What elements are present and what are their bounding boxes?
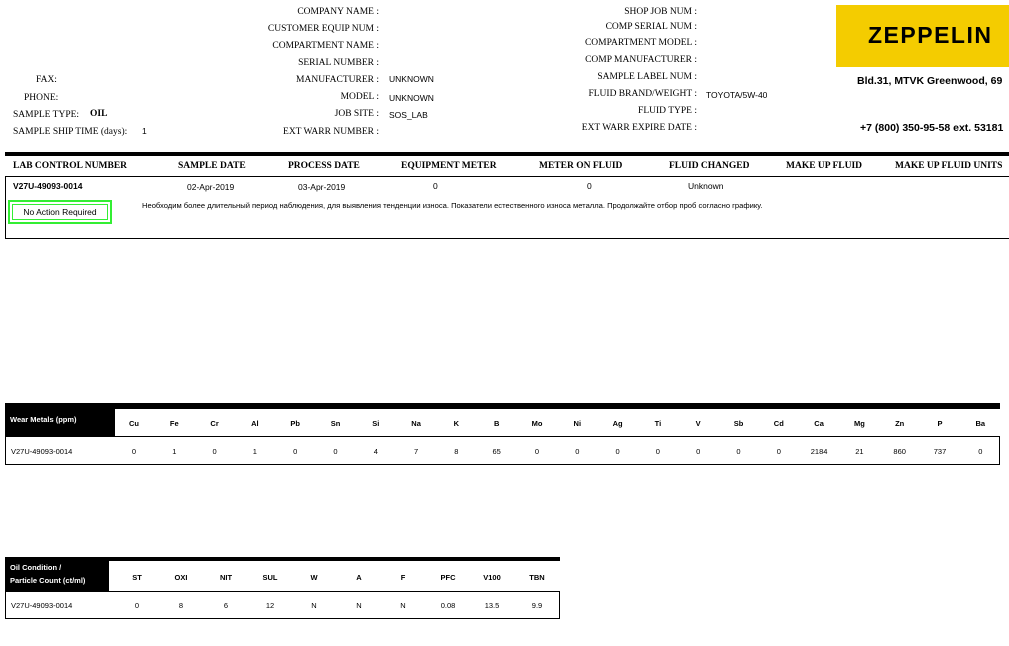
fax-label: FAX: — [36, 75, 57, 85]
company-logo — [836, 5, 1009, 67]
wear-metal-value-b: 65 — [492, 447, 501, 456]
wear-metal-value-si: 4 — [373, 447, 378, 456]
wear-metal-value-pb: 0 — [293, 447, 298, 456]
wear-metal-header-cd: Cd — [773, 419, 784, 428]
job-site-value: SOS_LAB — [389, 110, 428, 120]
col-fluid-changed: FLUID CHANGED — [669, 161, 750, 171]
wear-metal-header-ca: Ca — [814, 419, 824, 428]
wear-metal-header-sb: Sb — [733, 419, 744, 428]
oil-condition-header-oxi: OXI — [174, 573, 188, 582]
ext-warr-number-label: EXT WARR NUMBER : — [283, 127, 379, 137]
wear-metal-value-sn: 0 — [333, 447, 338, 456]
sample-date-value: 02-Apr-2019 — [187, 182, 235, 192]
comp-manufacturer-label: COMP MANUFACTURER : — [585, 55, 697, 65]
wear-metal-header-mo: Mo — [531, 419, 543, 428]
oil-condition-right-border — [559, 591, 560, 619]
process-date-value: 03-Apr-2019 — [298, 182, 346, 192]
wear-metal-value-mo: 0 — [534, 447, 540, 456]
wear-metal-header-b: B — [493, 419, 500, 428]
shop-job-num-label: SHOP JOB NUM : — [624, 7, 697, 17]
wear-metal-value-ag: 0 — [615, 447, 620, 456]
meter-on-fluid-value: 0 — [587, 181, 592, 191]
wear-metal-value-ni: 0 — [575, 447, 580, 456]
oil-condition-title-line2: Particle Count (ct/ml) — [10, 576, 86, 585]
wear-metals-left-border — [5, 436, 6, 465]
equipment-meter-value: 0 — [433, 181, 438, 191]
col-meter-on-fluid: METER ON FLUID — [539, 161, 623, 171]
wear-metal-value-sb: 0 — [736, 447, 741, 456]
wear-metals-bottom-border — [5, 464, 1000, 465]
wear-metal-header-al: Al — [251, 419, 259, 428]
ext-warr-expire-date-label: EXT WARR EXPIRE DATE : — [581, 123, 697, 133]
oil-condition-table — [5, 557, 560, 619]
evaluation-comment: Необходим более длительный период наблюдения, для выявления тенденции износа. Показатели естественного износа металла. Продолжайте отбор проб согласно графику. — [142, 201, 763, 210]
wear-metals-table — [5, 403, 1000, 465]
oil-condition-title-line1: Oil Condition / — [10, 563, 62, 572]
fluid-brand-weight-label: FLUID BRAND/WEIGHT : — [588, 89, 697, 99]
wear-metal-header-mg: Mg — [853, 419, 865, 428]
wear-metal-value-fe: 1 — [172, 447, 177, 456]
wear-metal-header-na: Na — [411, 419, 421, 428]
oil-condition-header-underline — [5, 591, 560, 592]
oil-condition-value-w: N — [311, 601, 317, 610]
ship-time-label-text: SAMPLE SHIP TIME — [13, 127, 99, 137]
wear-metal-header-sn: Sn — [330, 419, 341, 428]
wear-metal-header-ba: Ba — [975, 419, 986, 428]
fluid-brand-value: TOYOTA/5W-40 — [706, 90, 768, 100]
oil-condition-header-sul: SUL — [262, 573, 278, 582]
col-equipment-meter: EQUIPMENT METER — [401, 161, 497, 171]
oil-condition-header-tbn: TBN — [529, 573, 545, 582]
wear-metal-header-v: V — [695, 419, 701, 428]
oil-condition-value-nit: 6 — [223, 601, 229, 610]
wear-metals-row-label: V27U-49093-0014 — [11, 447, 73, 456]
sample-header-bar — [5, 152, 1009, 156]
wear-metals-header-underline — [5, 436, 1000, 437]
oil-condition-value-pfc: 0.08 — [440, 601, 456, 610]
wear-metal-value-ti: 0 — [655, 447, 660, 456]
oil-condition-row-label: V27U-49093-0014 — [11, 601, 73, 610]
wear-metal-header-cu: Cu — [129, 419, 139, 428]
oil-condition-header-pfc: PFC — [440, 573, 456, 582]
fluid-changed-value: Unknown — [688, 181, 724, 191]
sample-type-label: SAMPLE TYPE: — [13, 110, 80, 120]
ship-time-label — [13, 127, 127, 137]
fluid-type-label: FLUID TYPE : — [638, 106, 697, 116]
oil-condition-header-w: W — [310, 573, 318, 582]
wear-metals-right-border — [999, 436, 1000, 465]
wear-metal-value-al: 1 — [252, 447, 257, 456]
wear-metal-header-zn: Zn — [895, 419, 905, 428]
col-process-date: PROCESS DATE — [288, 161, 360, 171]
lab-control-number: V27U-49093-0014 — [13, 181, 83, 191]
company-address: Bld.31, MTVK Greenwood, 69 — [857, 75, 1003, 87]
col-make-up-fluid-units: MAKE UP FLUID UNITS — [895, 161, 1003, 171]
oil-condition-header-st: ST — [132, 573, 142, 582]
logo-text: ZEPPELIN — [868, 22, 993, 48]
wear-metal-header-ni: Ni — [573, 419, 582, 428]
wear-metal-value-ca: 2184 — [810, 447, 828, 456]
col-make-up-fluid: MAKE UP FLUID — [786, 161, 862, 171]
wear-metal-header-p: P — [937, 419, 943, 428]
wear-metals-title-cell — [5, 409, 115, 436]
oil-condition-value-a: N — [356, 601, 362, 610]
wear-metal-value-ba: 0 — [978, 447, 983, 456]
oil-condition-value-tbn: 9.9 — [531, 601, 543, 610]
wear-metal-header-k: K — [453, 419, 460, 428]
sample-box-bottom — [5, 238, 1009, 239]
status-badge — [8, 200, 112, 224]
oil-condition-value-v100: 13.5 — [484, 601, 500, 610]
compartment-name-label: COMPARTMENT NAME : — [272, 41, 379, 51]
oil-condition-value-sul: 12 — [265, 601, 275, 610]
wear-metal-header-cr: Cr — [210, 419, 219, 428]
oil-condition-value-f: N — [400, 601, 406, 610]
company-phone: +7 (800) 350-95-58 ext. 53181 — [860, 122, 1004, 134]
sample-box-left — [5, 177, 6, 239]
oil-condition-value-oxi: 8 — [178, 601, 184, 610]
ship-time-value: 1 — [142, 126, 147, 136]
ship-time-days-label: (days): — [100, 127, 128, 137]
oil-condition-title-cell — [5, 561, 109, 591]
wear-metal-value-k: 8 — [454, 447, 459, 456]
wear-metal-header-si: Si — [372, 419, 380, 428]
oil-condition-left-border — [5, 591, 6, 619]
sample-label-num-label: SAMPLE LABEL NUM : — [597, 72, 697, 82]
oil-condition-header-v100: V100 — [483, 573, 501, 582]
phone-label: PHONE: — [24, 93, 59, 103]
oil-condition-value-st: 0 — [134, 601, 140, 610]
model-value: UNKNOWN — [389, 93, 434, 103]
col-lab-control-number: LAB CONTROL NUMBER — [13, 161, 128, 171]
comp-serial-num-label: COMP SERIAL NUM : — [605, 22, 697, 32]
wear-metal-header-ag: Ag — [612, 419, 623, 428]
manufacturer-label: MANUFACTURER : — [296, 75, 379, 85]
wear-metal-value-cu: 0 — [131, 447, 137, 456]
sample-type-value: OIL — [90, 109, 108, 119]
col-sample-date: SAMPLE DATE — [178, 161, 246, 171]
company-name-label: COMPANY NAME : — [297, 7, 379, 17]
wear-metal-value-v: 0 — [696, 447, 701, 456]
wear-metal-value-zn: 860 — [893, 447, 906, 456]
sample-header-underline — [5, 176, 1009, 177]
wear-metals-title: Wear Metals (ppm) — [10, 415, 77, 424]
wear-metal-value-p: 737 — [933, 447, 947, 456]
wear-metal-header-ti: Ti — [654, 419, 662, 428]
wear-metal-value-na: 7 — [414, 447, 419, 456]
wear-metals-top-bar — [5, 403, 1000, 409]
serial-number-label: SERIAL NUMBER : — [298, 58, 379, 68]
job-site-label: JOB SITE : — [334, 109, 379, 119]
model-label: MODEL : — [340, 92, 379, 102]
oil-condition-header-nit: NIT — [219, 573, 233, 582]
oil-condition-header-f: F — [400, 573, 406, 582]
wear-metal-value-mg: 21 — [855, 447, 864, 456]
wear-metal-value-cd: 0 — [776, 447, 781, 456]
oil-condition-header-a: A — [356, 573, 362, 582]
oil-condition-bottom-border — [5, 618, 560, 619]
manufacturer-value: UNKNOWN — [389, 74, 434, 84]
wear-metal-header-pb: Pb — [290, 419, 300, 428]
wear-metal-header-fe: Fe — [169, 419, 179, 428]
customer-equip-num-label: CUSTOMER EQUIP NUM : — [267, 24, 379, 34]
compartment-model-label: COMPARTMENT MODEL : — [584, 38, 697, 48]
status-badge-label: No Action Required — [23, 207, 97, 217]
wear-metal-value-cr: 0 — [212, 447, 217, 456]
